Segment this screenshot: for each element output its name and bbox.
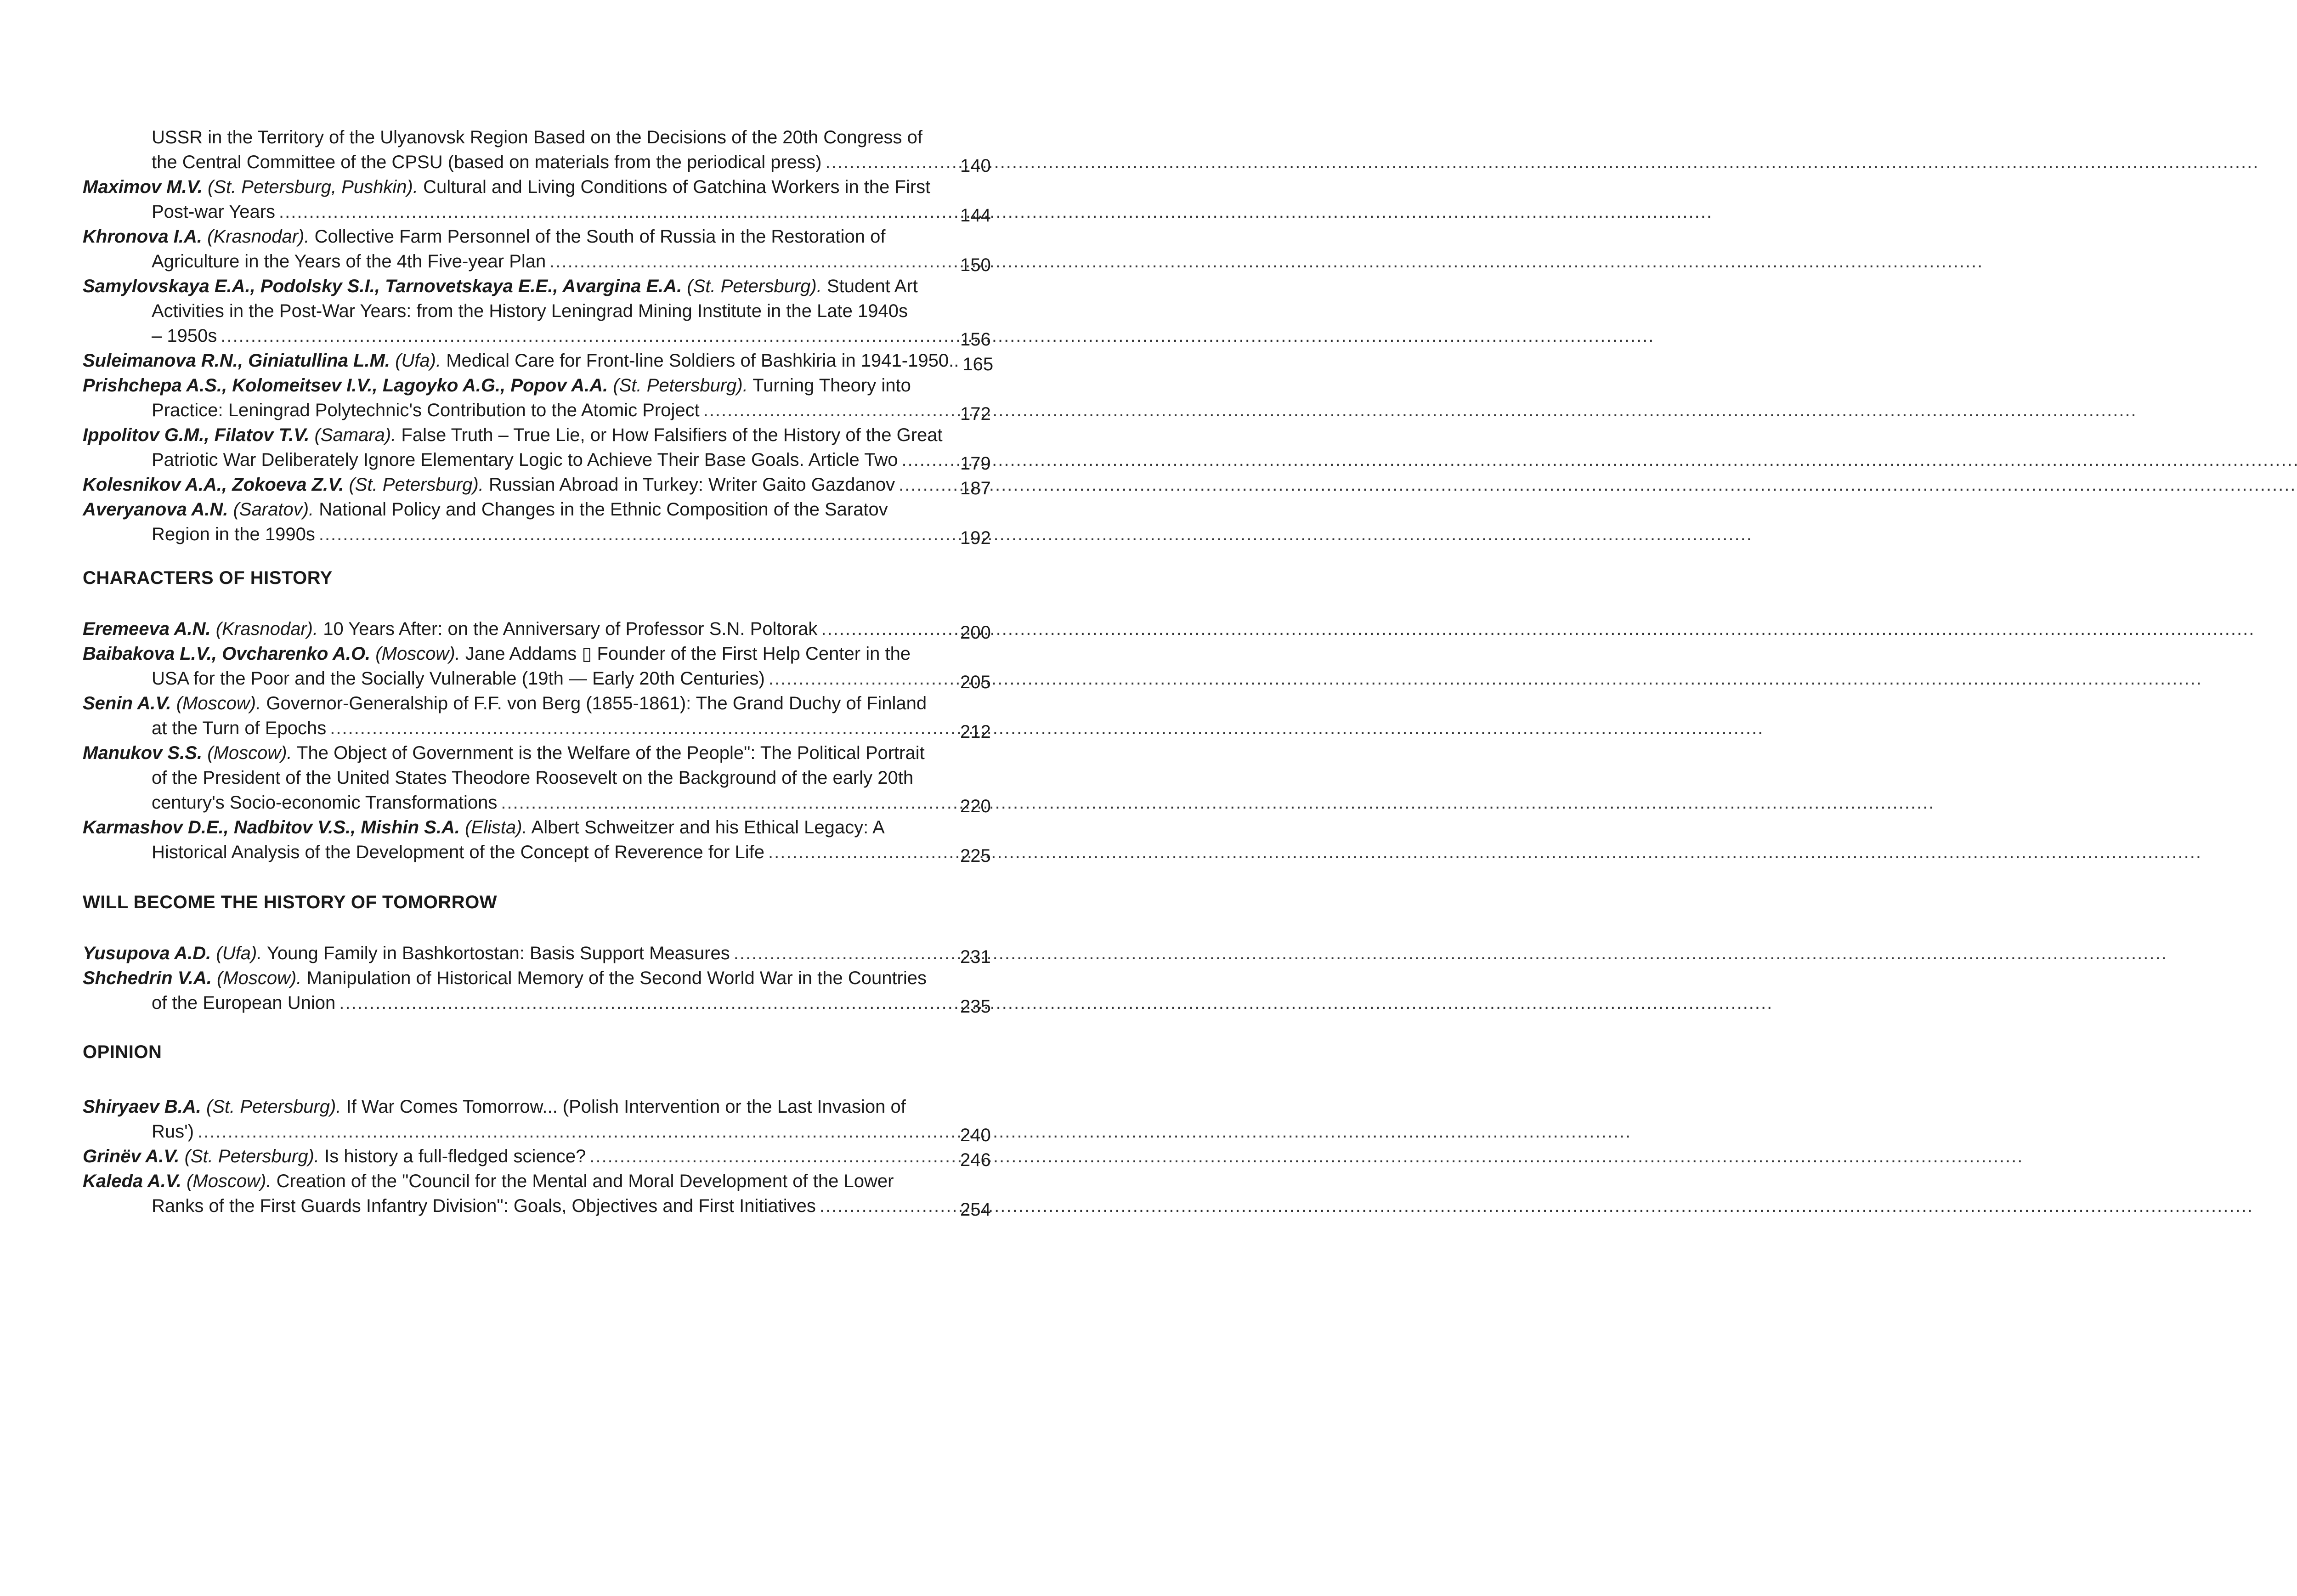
entry-authors: Eremeeva A.N. [83,619,211,639]
toc-entry [83,472,997,497]
dot-leader [501,790,956,815]
toc-entry [83,175,997,224]
page-number: 225 [960,846,991,866]
page-number: 150 [960,255,991,275]
entry-authors: Averyanova A.N. [83,499,228,520]
entry-title: Agriculture in the Years of the 4th Five-year Plan [152,251,546,272]
page-number: 140 [960,156,991,176]
entry-title: Young Family in Bashkortostan: Basis Support Measures [266,943,730,963]
toc-entry [83,1094,997,1144]
dot-leader [821,617,956,641]
entry-place: (Elista). [465,817,527,838]
toc-line [83,150,997,175]
toc-entry [83,966,997,1015]
entry-text [83,375,911,396]
entry-title: Region in the 1990s [152,524,315,544]
entry-text [83,644,911,664]
toc-line [83,348,997,373]
entry-text [83,1171,894,1191]
entry-title: Activities in the Post-War Years: from the History Leningrad Mining Institute in the Late 1940s [152,301,908,321]
entry-text [83,226,885,247]
entry-authors: Kaleda A.V. [83,1171,181,1191]
entry-text [152,522,315,547]
entry-authors: Manukov S.S. [83,743,203,763]
entry-text [83,743,925,763]
entry-place: (Moscow). [216,968,302,988]
page-number: 165 [962,354,994,374]
entry-authors: Shiryaev B.A. [83,1097,201,1117]
entry-authors: Samylovskaya E.A., Podolsky S.I., Tarnovetskaya E.E., Avargina E.A. [83,276,682,296]
entry-title: National Policy and Changes in the Ethnic Composition of the Saratov [319,499,888,520]
entry-place: (Moscow). [207,743,292,763]
toc-entry [83,617,997,641]
toc-line [83,1169,997,1194]
toc-entry [83,691,997,741]
page-number: 231 [960,947,991,967]
entry-title: Collective Farm Personnel of the South of Russia in the Restoration of [314,226,886,247]
page-number: 254 [960,1200,991,1220]
toc-page [0,0,1042,1596]
entry-text [83,499,888,520]
toc-line [83,741,997,765]
entry-place: (Ufa). [216,943,262,963]
dot-leader [768,840,956,865]
entry-text [152,666,765,691]
entry-place: (Krasnodar). [215,619,318,639]
entry-text [152,199,275,224]
entry-title: Governor-Generalship of F.F. von Berg (1855-1861): The Grand Duchy of Finland [266,693,927,713]
toc-line [83,1094,997,1119]
page-number: 235 [960,996,991,1017]
entry-title: Medical Care for Front-line Soldiers of Bashkiria in 1941-1950.. [446,351,959,371]
dot-leader [279,199,956,224]
toc-line [83,815,997,840]
entry-text [152,1194,816,1218]
entry-title: USSR in the Territory of the Ulyanovsk Region Based on the Decisions of the 20th Congress of [152,127,922,147]
entry-text [83,617,817,641]
entry-title: Practice: Leningrad Polytechnic's Contribution to the Atomic Project [152,400,700,420]
toc-line [83,224,997,249]
page-number: 144 [960,205,991,226]
toc-entry [83,373,997,423]
dot-leader [319,522,956,547]
entry-authors: Yusupova A.D. [83,943,211,963]
entry-authors: Ippolitov G.M., Filatov T.V. [83,425,310,445]
toc-entry [83,125,997,175]
entry-title: If War Comes Tomorrow... (Polish Intervention or the Last Invasion of [346,1097,906,1117]
entry-title: Manipulation of Historical Memory of the Second World War in the Countries [306,968,927,988]
page-number: 205 [960,672,991,692]
toc-line [83,497,997,522]
toc-entry [83,224,997,274]
entry-place: (St. Petersburg). [206,1097,341,1117]
entry-title: – 1950s [152,326,217,346]
entry-title: of the European Union [152,993,336,1013]
toc-line [83,765,997,790]
entry-place: (St. Petersburg). [687,276,822,296]
entry-text [152,398,700,423]
entry-text [152,716,326,741]
toc-line [83,990,997,1015]
entry-title: USA for the Poor and the Socially Vulnerable (19th — Early 20th Centuries) [152,668,765,689]
section-heading: WILL BECOME THE HISTORY OF TOMORROW [83,892,497,912]
toc-line [83,522,997,547]
entry-title: Jane Addams ▯ Founder of the First Help Center in the [465,644,911,664]
entry-title: Cultural and Living Conditions of Gatchina Workers in the First [423,177,931,197]
toc-line [83,1144,997,1169]
entry-text [152,301,908,321]
toc-entry [83,641,997,691]
entry-text [152,323,217,348]
entry-text [152,790,497,815]
entry-text [83,1144,586,1169]
entry-title: at the Turn of Epochs [152,718,327,738]
entry-text [152,150,821,175]
toc-line [83,175,997,199]
entry-authors: Suleimanova R.N., Giniatullina L.M. [83,351,390,371]
entry-title: the Central Committee of the CPSU (based on materials from the periodical press) [152,152,822,172]
entry-authors: Kolesnikov A.A., Zokoeva Z.V. [83,475,344,495]
toc-line [83,641,997,666]
dot-leader [703,398,956,423]
page-number: 172 [960,404,991,424]
toc-entry [83,497,997,547]
dot-leader [339,990,956,1015]
section-heading: CHARACTERS OF HISTORY [83,568,333,588]
page-number: 200 [960,623,991,643]
toc-line [83,398,997,423]
entry-text [83,177,930,197]
page-number: 192 [960,528,991,548]
toc-line [83,691,997,716]
entry-title: Post-war Years [152,202,276,222]
entry-text [83,276,918,296]
entry-place: (Ufa). [395,351,441,371]
toc-line [83,666,997,691]
toc-line [83,840,997,865]
toc-line [83,941,997,966]
entry-text [83,472,895,497]
toc-line [83,790,997,815]
dot-leader [825,150,956,175]
entry-text [152,249,546,274]
entry-authors: Maximov M.V. [83,177,203,197]
entry-place: (Moscow). [375,644,460,664]
entry-text [152,127,922,147]
entry-title: Turning Theory into [752,375,911,396]
toc-entry [83,1169,997,1218]
entry-title: Is history a full-fledged science? [324,1146,586,1166]
entry-title: of the President of the United States Theodore Roosevelt on the Background of the early 20th [152,768,914,788]
entry-title: Albert Schweitzer and his Ethical Legacy: A [531,817,885,838]
toc-line [83,1194,997,1218]
entry-title: Patriotic War Deliberately Ignore Elementary Logic to Achieve Their Base Goals. Article Two [152,450,898,470]
toc-line [83,274,997,299]
page-number: 212 [960,722,991,742]
entry-authors: Baibakova L.V., Ovcharenko A.O. [83,644,371,664]
entry-place: (St. Petersburg, Pushkin). [207,177,418,197]
toc-entry [83,274,997,348]
entry-title: Rus') [152,1121,194,1142]
entry-place: (Saratov). [233,499,314,520]
toc-entry [83,348,997,373]
dot-leader [589,1144,956,1169]
entry-title: Ranks of the First Guards Infantry Division": Goals, Objectives and First Initiatives [152,1196,816,1216]
entry-authors: Prishchepa A.S., Kolomeitsev I.V., Lagoyko A.G., Popov A.A. [83,375,608,396]
toc-line [83,1119,997,1144]
entry-text [83,1097,906,1117]
entry-title: 10 Years After: on the Anniversary of Professor S.N. Poltorak [323,619,818,639]
toc-line [83,716,997,741]
toc-entry [83,423,997,472]
entry-title: Russian Abroad in Turkey: Writer Gaito Gazdanov [489,475,895,495]
toc-line [83,323,997,348]
page-number: 220 [960,796,991,816]
entry-text [83,348,959,373]
dot-leader [899,472,956,497]
toc-entry [83,1144,997,1169]
dot-leader [901,447,956,472]
toc-line [83,199,997,224]
entry-place: (Samara). [314,425,396,445]
toc-line [83,423,997,447]
toc-line [83,472,997,497]
entry-place: (St. Petersburg). [184,1146,320,1166]
toc-line [83,299,997,323]
dot-leader [549,249,956,274]
entry-place: (St. Petersburg). [349,475,484,495]
entry-place: (Moscow). [187,1171,272,1191]
entry-text [152,990,335,1015]
toc-line [83,966,997,990]
entry-title: The Object of Government is the Welfare of the People": The Political Portrait [297,743,925,763]
toc-entry [83,741,997,815]
entry-authors: Senin A.V. [83,693,171,713]
entry-title: Historical Analysis of the Development of the Concept of Reverence for Life [152,842,765,862]
dot-leader [330,716,956,741]
entry-text [152,840,764,865]
entry-text [83,817,885,838]
dot-leader [820,1194,956,1218]
dot-leader [769,666,956,691]
entry-title: Student Art [826,276,918,296]
entry-authors: Khronova I.A. [83,226,203,247]
entry-authors: Shchedrin V.A. [83,968,212,988]
entry-title: century's Socio-economic Transformations [152,792,498,813]
toc-line [83,249,997,274]
entry-text [152,768,913,788]
page-number: 179 [960,453,991,474]
page-number: 246 [960,1150,991,1170]
toc-entry [83,941,997,966]
section-heading: OPINION [83,1042,162,1062]
page-number: 240 [960,1125,991,1145]
entry-text [83,968,927,988]
entry-place: (Moscow). [176,693,261,713]
entry-place: (St. Petersburg). [613,375,748,396]
toc-line [83,125,997,150]
entry-text [152,447,898,472]
entry-text [83,693,927,713]
dot-leader [734,941,956,966]
entry-text [83,941,730,966]
toc-line [83,373,997,398]
entry-title: False Truth – True Lie, or How Falsifiers of the History of the Great [401,425,943,445]
entry-text [152,1119,194,1144]
dot-leader [198,1119,956,1144]
entry-text [83,425,943,445]
toc-entry [83,815,997,865]
entry-authors: Grinëv A.V. [83,1146,180,1166]
toc-line [83,447,997,472]
entry-place: (Krasnodar). [207,226,310,247]
entry-title: Creation of the "Council for the Mental and Moral Development of the Lower [276,1171,894,1191]
dot-leader [221,323,956,348]
page-number: 156 [960,329,991,350]
toc-line [83,617,997,641]
entry-authors: Karmashov D.E., Nadbitov V.S., Mishin S.A. [83,817,460,838]
page-number: 187 [960,478,991,498]
